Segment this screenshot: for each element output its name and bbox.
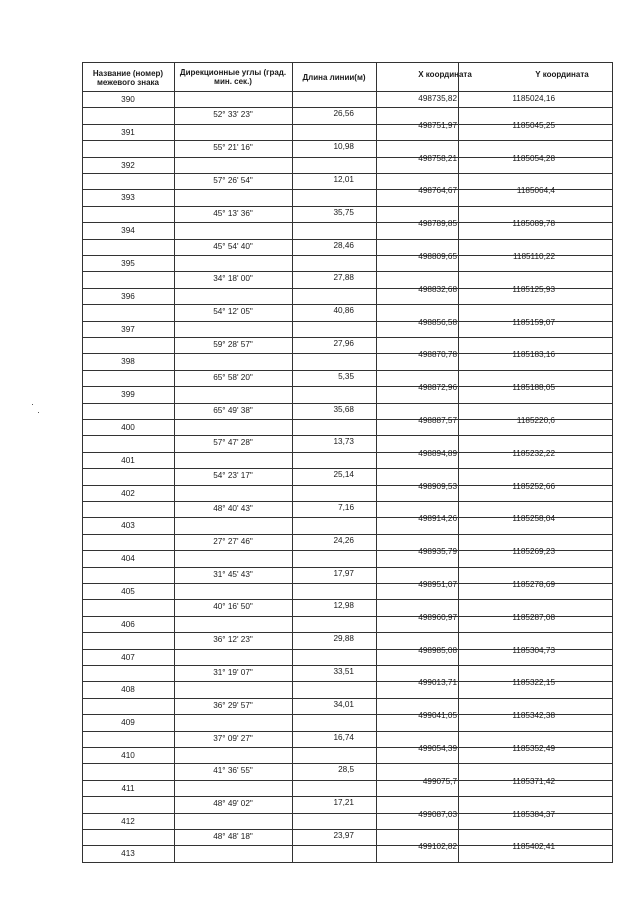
header-angle: Дирекционные углы (град. мин. сек.) xyxy=(179,68,287,86)
segment-angle: 65° 49' 38" xyxy=(213,405,253,415)
segment-length: 12,98 xyxy=(333,601,354,611)
header-y: Y координата xyxy=(535,70,589,79)
point-name: 401 xyxy=(121,455,135,465)
row-rule xyxy=(82,403,613,404)
point-y: 1185342,38 xyxy=(512,711,555,721)
point-name: 393 xyxy=(121,193,135,203)
point-x: 498856,58 xyxy=(418,317,457,327)
point-x: 499013,71 xyxy=(418,678,457,688)
column-rule xyxy=(612,62,613,862)
point-name: 402 xyxy=(121,488,135,498)
segment-length: 10,98 xyxy=(333,142,354,152)
row-rule xyxy=(82,796,613,797)
point-y: 1185258,04 xyxy=(512,514,555,524)
segment-length: 24,26 xyxy=(333,535,354,545)
point-y: 1185352,49 xyxy=(512,744,555,753)
point-y: 1185054,28 xyxy=(512,153,555,163)
header-name: Название (номер) межевого знака xyxy=(92,69,164,87)
row-rule xyxy=(82,468,613,469)
point-name: 396 xyxy=(121,291,135,301)
segment-angle: 48° 48' 18" xyxy=(213,832,253,841)
segment-angle: 36° 29' 57" xyxy=(213,700,253,710)
segment-angle: 48° 40' 43" xyxy=(213,504,253,513)
segment-angle: 59° 28' 57" xyxy=(213,340,253,349)
segment-length: 5,35 xyxy=(338,371,354,381)
segment-length: 25,14 xyxy=(333,470,354,480)
segment-angle: 37° 09' 27" xyxy=(213,733,253,743)
row-rule xyxy=(82,173,613,174)
point-name: 410 xyxy=(121,751,135,760)
row-rule xyxy=(82,140,613,141)
segment-length: 17,21 xyxy=(333,798,354,808)
segment-length: 34,01 xyxy=(333,699,354,709)
segment-angle: 65° 58' 20" xyxy=(213,372,253,382)
point-x: 498894,89 xyxy=(418,448,457,458)
row-rule xyxy=(82,239,613,240)
point-y: 1185064,4 xyxy=(516,186,555,196)
point-y: 1185183,16 xyxy=(512,350,555,360)
scan-speck xyxy=(38,412,39,413)
point-y: 1185252,66 xyxy=(512,481,555,491)
point-y: 1185188,05 xyxy=(512,383,555,393)
point-x: 498735,82 xyxy=(418,94,457,103)
point-y: 1185232,22 xyxy=(512,448,555,458)
point-x: 498909,53 xyxy=(418,481,457,491)
header-rule xyxy=(82,91,613,92)
row-rule xyxy=(82,862,613,863)
point-name: 394 xyxy=(121,226,135,236)
point-name: 403 xyxy=(121,521,135,531)
segment-length: 23,97 xyxy=(333,831,354,840)
segment-angle: 57° 47' 28" xyxy=(213,438,253,448)
row-rule xyxy=(82,599,613,600)
point-x: 498751,97 xyxy=(418,120,457,130)
coordinates-table xyxy=(82,62,613,870)
row-rule xyxy=(82,206,613,207)
point-y: 1185269,23 xyxy=(512,547,555,557)
row-rule xyxy=(82,698,613,699)
point-name: 397 xyxy=(121,324,135,334)
segment-length: 26,56 xyxy=(333,109,354,119)
segment-length: 27,96 xyxy=(333,339,354,348)
scan-speck xyxy=(32,404,33,405)
segment-length: 27,88 xyxy=(333,273,354,283)
point-y: 1185024,16 xyxy=(512,94,555,103)
segment-angle: 48° 49' 02" xyxy=(213,799,253,809)
segment-angle: 54° 23' 17" xyxy=(213,471,253,481)
segment-angle: 36° 12' 23" xyxy=(213,635,253,645)
point-name: 392 xyxy=(121,160,135,170)
row-rule xyxy=(82,435,613,436)
segment-length: 28,46 xyxy=(333,240,354,250)
segment-angle: 31° 19' 07" xyxy=(213,668,253,677)
point-name: 404 xyxy=(121,554,135,564)
point-y: 1185384,37 xyxy=(512,809,555,819)
point-name: 405 xyxy=(121,587,135,596)
point-y: 1185220,6 xyxy=(516,416,555,425)
point-x: 498789,85 xyxy=(418,219,457,229)
segment-length: 28,5 xyxy=(338,765,354,775)
segment-angle: 41° 36' 55" xyxy=(213,766,253,776)
segment-angle: 34° 18' 00" xyxy=(213,274,253,284)
point-y: 1185159,07 xyxy=(512,317,555,327)
point-x: 498914,26 xyxy=(418,514,457,524)
point-name: 412 xyxy=(121,816,135,826)
point-name: 399 xyxy=(121,390,135,400)
header-x: X координата xyxy=(418,70,472,79)
point-name: 391 xyxy=(121,127,135,137)
segment-length: 33,51 xyxy=(333,667,354,676)
point-x: 499041,05 xyxy=(418,711,457,721)
segment-length: 17,97 xyxy=(333,568,354,578)
point-name: 413 xyxy=(121,849,135,859)
row-rule xyxy=(82,731,613,732)
point-x: 499075,7 xyxy=(422,776,457,786)
segment-length: 35,68 xyxy=(333,404,354,414)
segment-angle: 45° 13' 36" xyxy=(213,208,253,218)
point-x: 498872,96 xyxy=(418,383,457,393)
segment-length: 40,86 xyxy=(333,306,354,316)
point-y: 1185278,69 xyxy=(512,580,555,589)
segment-angle: 40° 16' 50" xyxy=(213,602,253,612)
column-rule xyxy=(292,62,293,862)
point-y: 1185304,73 xyxy=(512,645,555,655)
point-name: 390 xyxy=(121,95,135,104)
segment-length: 7,16 xyxy=(338,503,354,512)
row-rule xyxy=(82,763,613,764)
point-x: 498764,67 xyxy=(418,186,457,196)
column-rule xyxy=(458,62,459,862)
point-name: 398 xyxy=(121,357,135,367)
point-name: 409 xyxy=(121,718,135,728)
segment-angle: 55° 21' 16" xyxy=(213,143,253,153)
point-x: 498887,57 xyxy=(418,416,457,425)
row-rule xyxy=(82,304,613,305)
row-rule xyxy=(82,271,613,272)
row-rule xyxy=(82,829,613,830)
point-name: 400 xyxy=(121,423,135,432)
segment-angle: 27° 27' 46" xyxy=(213,536,253,546)
row-rule xyxy=(82,665,613,666)
point-x: 498832,68 xyxy=(418,284,457,294)
point-name: 408 xyxy=(121,685,135,695)
segment-angle: 45° 54' 40" xyxy=(213,241,253,251)
row-rule xyxy=(82,632,613,633)
point-y: 1185089,78 xyxy=(512,219,555,229)
point-x: 499054,39 xyxy=(418,744,457,753)
row-rule xyxy=(82,370,613,371)
point-x: 498758,21 xyxy=(418,153,457,163)
point-name: 406 xyxy=(121,619,135,629)
segment-length: 12,01 xyxy=(333,175,354,184)
row-rule xyxy=(82,534,613,535)
segment-length: 35,75 xyxy=(333,207,354,217)
point-x: 499087,03 xyxy=(418,809,457,819)
point-x: 498951,07 xyxy=(418,580,457,589)
point-x: 498985,08 xyxy=(418,645,457,655)
segment-angle: 31° 45' 43" xyxy=(213,569,253,579)
point-name: 407 xyxy=(121,652,135,662)
row-rule xyxy=(82,337,613,338)
point-y: 1185125,93 xyxy=(512,284,555,294)
point-x: 499102,82 xyxy=(418,842,457,852)
point-name: 411 xyxy=(121,783,135,793)
segment-length: 13,73 xyxy=(333,437,354,447)
segment-length: 16,74 xyxy=(333,732,354,742)
table-border-top xyxy=(82,62,613,63)
point-x: 498809,65 xyxy=(418,252,457,261)
segment-angle: 57° 26' 54" xyxy=(213,176,253,185)
segment-angle: 52° 33' 23" xyxy=(213,110,253,120)
point-name: 395 xyxy=(121,259,135,268)
point-x: 498870,78 xyxy=(418,350,457,360)
point-y: 1185287,08 xyxy=(512,612,555,622)
point-x: 498935,79 xyxy=(418,547,457,557)
segment-length: 29,88 xyxy=(333,634,354,644)
point-y: 1185371,42 xyxy=(512,776,555,786)
point-y: 1185045,25 xyxy=(512,120,555,130)
point-y: 1185402,41 xyxy=(512,842,555,852)
row-rule xyxy=(82,107,613,108)
point-y: 1185322,15 xyxy=(512,678,555,688)
point-y: 1185110,22 xyxy=(512,252,555,261)
header-length: Длина линии(м) xyxy=(302,73,366,82)
column-rule xyxy=(376,62,377,862)
point-x: 498960,97 xyxy=(418,612,457,622)
row-rule xyxy=(82,501,613,502)
segment-angle: 54° 12' 05" xyxy=(213,307,253,317)
row-rule xyxy=(82,567,613,568)
